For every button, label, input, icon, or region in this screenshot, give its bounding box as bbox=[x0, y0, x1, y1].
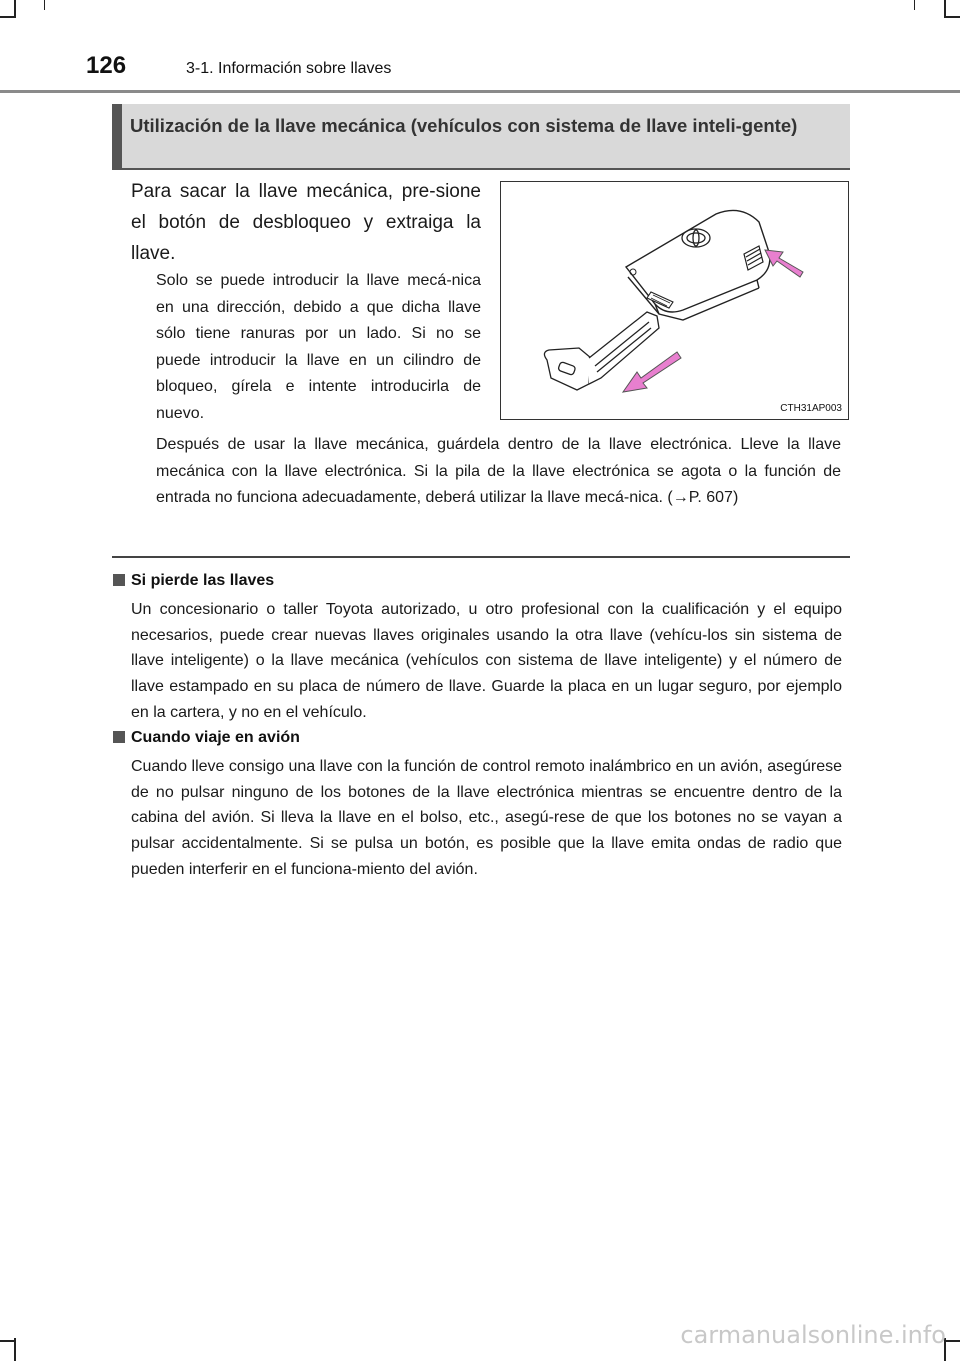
header-rule bbox=[0, 90, 960, 93]
sub-heading-lost-keys bbox=[113, 572, 274, 590]
push-arrow-icon bbox=[765, 250, 803, 277]
crop-mark bbox=[944, 1340, 960, 1342]
crop-mark bbox=[914, 0, 915, 10]
sub-heading-text: Cuando viaje en avión bbox=[131, 729, 300, 746]
section-divider bbox=[112, 556, 850, 558]
key-illustration bbox=[500, 181, 849, 420]
crop-mark bbox=[44, 0, 45, 10]
figure-code: CTH31AP003 bbox=[780, 403, 842, 414]
crop-mark bbox=[0, 16, 16, 18]
after-paragraph: Después de usar la llave mecánica, guárdela dentro de la llave electrónica. Lleve la llave mecánica con la llave electrónica. Si la pila de la llave electrónica se agota o la función de entrada no funciona adecuadamente, deberá utilizar la llave mecá-nica. (→P. 607) bbox=[156, 436, 841, 506]
crop-mark bbox=[944, 16, 960, 18]
square-bullet-icon bbox=[113, 731, 125, 743]
square-bullet-icon bbox=[113, 574, 125, 586]
section-title: Utilización de la llave mecánica (vehículos con sistema de llave inteli-gente) bbox=[130, 115, 798, 136]
page-number: 126 bbox=[86, 52, 127, 79]
key-drawing bbox=[501, 182, 850, 421]
lost-keys-paragraph: Un concesionario o taller Toyota autorizado, u otro profesional con la cualificación y el equipo necesarios, puede crear nuevas llaves originales usando la otra llave (vehícu-los sin sistema de llave inteligente) o la llave mecánica (vehículos con sistema de llave inteligente) y el número de llave estampado en su placa de número de llave. Guarde la placa en un lugar seguro, por ejemplo en la cartera, y no en el vehículo. bbox=[131, 601, 842, 721]
note-paragraph: Solo se puede introducir la llave mecá-nica en una dirección, debido a que dicha llave sólo tiene ranuras por un lado. Si no se puede introducir la llave en un cilindro de bloqueo, gírela e intente introducirla de nuevo. bbox=[156, 272, 481, 422]
sub-heading-text: Si pierde las llaves bbox=[131, 572, 275, 589]
section-header: 3-1. Información sobre llaves bbox=[186, 60, 392, 77]
pull-arrow-icon bbox=[623, 352, 681, 392]
title-accent-bar bbox=[112, 104, 122, 170]
air-travel-paragraph: Cuando lleve consigo una llave con la función de control remoto inalámbrico en un avión, asegúrese de no pulsar ninguno de los botones de la llave electrónica mientras se encuentre dentro de la cabina del avión. Si lleva la llave en el bolso, etc., asegú-rese de que los botones no se vayan a pulsar accidentalmente. Si se pulsa un botón, es posible que la llave emita ondas de radio que pueden interferir en el funciona-miento del avión. bbox=[131, 758, 842, 878]
crop-mark bbox=[0, 1340, 16, 1342]
section-title-box bbox=[112, 104, 850, 170]
watermark: carmanualsonline.info bbox=[680, 1321, 946, 1349]
lead-paragraph: Para sacar la llave mecánica, pre-sione el botón de desbloqueo y extraiga la llave. bbox=[131, 181, 481, 264]
sub-heading-air-travel bbox=[113, 729, 300, 747]
